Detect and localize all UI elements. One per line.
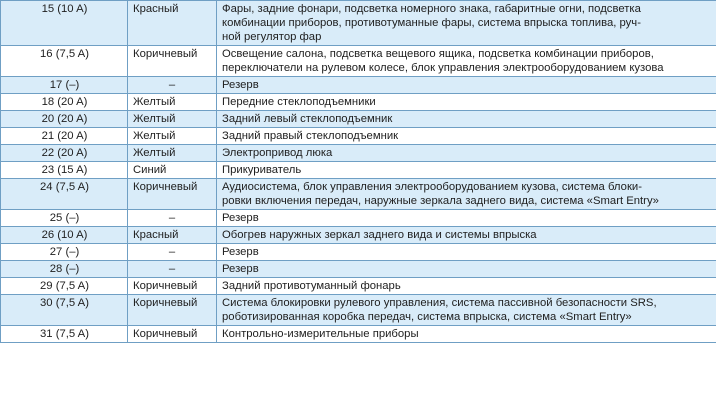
table-row <box>1 111 716 128</box>
table-row <box>1 295 716 326</box>
wire-color-cell: Коричневый <box>128 278 217 295</box>
wire-color-cell: Красный <box>128 227 217 244</box>
table-row <box>1 179 716 210</box>
fuse-cell: 17 (–) <box>1 77 128 94</box>
description-cell: Задний противотуманный фонарь <box>217 278 716 295</box>
fuse-cell: 28 (–) <box>1 261 128 278</box>
description-cell: Электропривод люка <box>217 145 716 162</box>
table-row <box>1 278 716 295</box>
table-row <box>1 128 716 145</box>
wire-color-cell: – <box>128 261 217 278</box>
fuse-cell: 21 (20 A) <box>1 128 128 145</box>
table-row <box>1 162 716 179</box>
fuse-cell: 25 (–) <box>1 210 128 227</box>
fuse-cell: 29 (7,5 A) <box>1 278 128 295</box>
description-cell: Аудиосистема, блок управления электрооборудованием кузова, система блоки- ровки включения передач, наружные зеркала заднего вида, система «Smart Entry» <box>217 179 716 210</box>
fuse-table-body <box>1 1 716 343</box>
description-cell: Фары, задние фонари, подсветка номерного знака, габаритные огни, подсветка комбинации приборов, противотуманные фары, система впрыска топлива, руч- ной регулятор фар <box>217 1 716 46</box>
table-row <box>1 326 716 343</box>
fuse-cell: 23 (15 A) <box>1 162 128 179</box>
description-cell: Освещение салона, подсветка вещевого ящика, подсветка комбинации приборов, переключатели на рулевом колесе, блок управления электрооборудованием кузова <box>217 46 716 77</box>
wire-color-cell: Желтый <box>128 145 217 162</box>
description-cell: Резерв <box>217 261 716 278</box>
table-row <box>1 46 716 77</box>
wire-color-cell: Желтый <box>128 94 217 111</box>
table-row <box>1 77 716 94</box>
wire-color-cell: – <box>128 77 217 94</box>
table-row <box>1 1 716 46</box>
fuse-cell: 15 (10 A) <box>1 1 128 46</box>
wire-color-cell: Синий <box>128 162 217 179</box>
fuse-cell: 20 (20 A) <box>1 111 128 128</box>
wire-color-cell: Коричневый <box>128 326 217 343</box>
table-row <box>1 94 716 111</box>
wire-color-cell: – <box>128 210 217 227</box>
description-cell: Обогрев наружных зеркал заднего вида и системы впрыска <box>217 227 716 244</box>
description-cell: Резерв <box>217 77 716 94</box>
description-cell: Резерв <box>217 210 716 227</box>
fuse-cell: 30 (7,5 A) <box>1 295 128 326</box>
table-row <box>1 145 716 162</box>
table-row <box>1 227 716 244</box>
description-cell: Резерв <box>217 244 716 261</box>
description-cell: Передние стеклоподъемники <box>217 94 716 111</box>
fuse-cell: 24 (7,5 A) <box>1 179 128 210</box>
table-row <box>1 261 716 278</box>
wire-color-cell: Коричневый <box>128 46 217 77</box>
table-row <box>1 210 716 227</box>
description-cell: Прикуриватель <box>217 162 716 179</box>
wire-color-cell: – <box>128 244 217 261</box>
wire-color-cell: Красный <box>128 1 217 46</box>
description-cell: Задний левый стеклоподъемник <box>217 111 716 128</box>
wire-color-cell: Желтый <box>128 111 217 128</box>
fuse-cell: 31 (7,5 A) <box>1 326 128 343</box>
description-cell: Задний правый стеклоподъемник <box>217 128 716 145</box>
fuse-cell: 27 (–) <box>1 244 128 261</box>
description-cell: Контрольно-измерительные приборы <box>217 326 716 343</box>
description-cell: Система блокировки рулевого управления, система пассивной безопасности SRS, роботизированная коробка передач, система впрыска, система «Smart Entry» <box>217 295 716 326</box>
fuse-cell: 16 (7,5 A) <box>1 46 128 77</box>
wire-color-cell: Желтый <box>128 128 217 145</box>
table-row <box>1 244 716 261</box>
wire-color-cell: Коричневый <box>128 179 217 210</box>
fuse-cell: 18 (20 A) <box>1 94 128 111</box>
wire-color-cell: Коричневый <box>128 295 217 326</box>
fuse-cell: 26 (10 A) <box>1 227 128 244</box>
fuse-cell: 22 (20 A) <box>1 145 128 162</box>
